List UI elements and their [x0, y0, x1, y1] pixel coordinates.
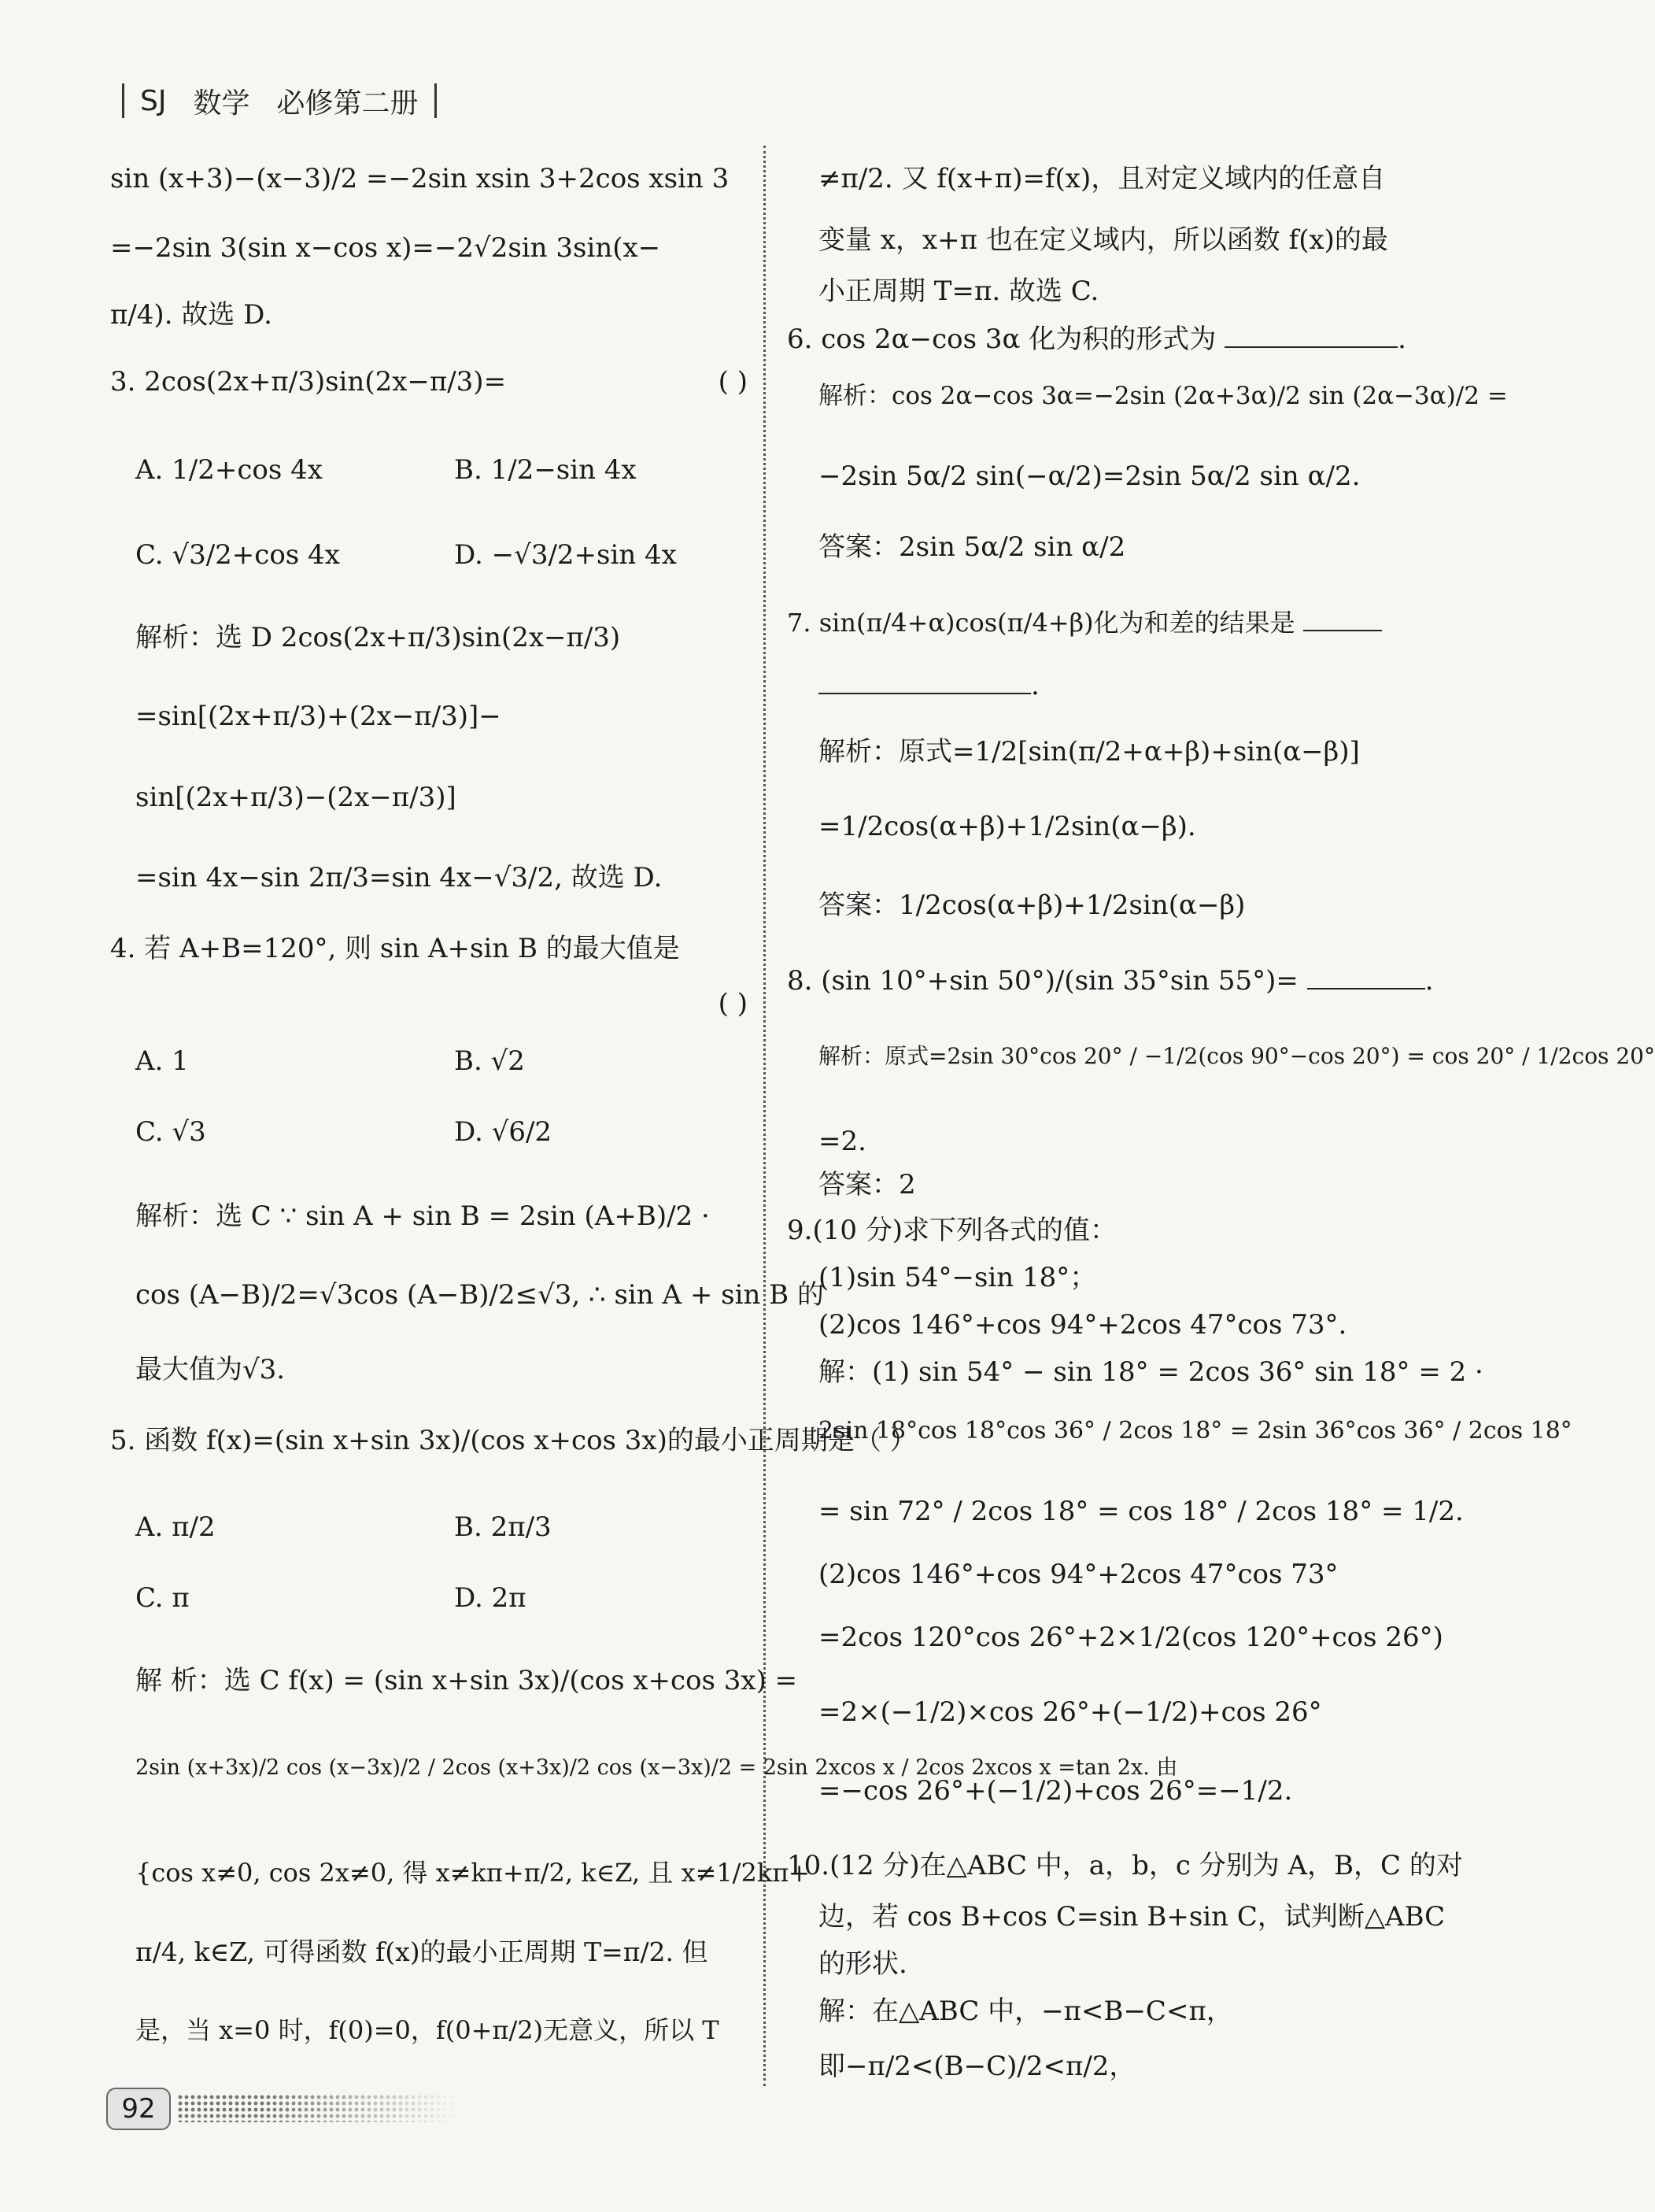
solution-line: 解析：原式=1/2[sin(π/2+α+β)+sin(α−β)] [818, 736, 1360, 768]
question-6-text: 6. cos 2α−cos 3α 化为积的形式为 [787, 324, 1217, 355]
answer-paren: ( ) [718, 366, 748, 398]
option-d: D. 2π [454, 1582, 526, 1614]
solution-line: =2. [818, 1126, 866, 1157]
solution-line: 解：(1) sin 54° − sin 18° = 2cos 36° sin 18° = 2 · [818, 1356, 1483, 1388]
text-line: sin (x+3)−(x−3)/2 =−2sin xsin 3+2cos xsin 3 [110, 163, 730, 194]
option-d: D. √6/2 [454, 1116, 552, 1148]
page-number: 92 [106, 2088, 171, 2130]
solution-line: 解析：选 C ∵ sin A + sin B = 2sin (A+B)/2 · [135, 1200, 710, 1232]
question-5: 5. 函数 f(x)=(sin x+sin 3x)/(cos x+cos 3x)的最小正周期是（ ） [110, 1425, 917, 1456]
solution-line: =−cos 26°+(−1/2)+cos 26°=−1/2. [818, 1775, 1293, 1807]
question-7-text: 7. sin(π/4+α)cos(π/4+β)化为和差的结果是 [787, 608, 1295, 638]
option-d: D. −√3/2+sin 4x [454, 539, 677, 571]
solution-line: = sin 72° / 2cos 18° = cos 18° / 2cos 18° = 1/2. [818, 1496, 1464, 1527]
question-10-line: 的形状. [818, 1948, 907, 1980]
solution-line: {cos x≠0, cos 2x≠0, 得 x≠kπ+π/2, k∈Z, 且 x≠1/2kπ+ [135, 1858, 811, 1888]
solution-line: =1/2cos(α+β)+1/2sin(α−β). [818, 811, 1196, 842]
option-b: B. 2π/3 [454, 1511, 552, 1543]
header-book: 必修第二册 [276, 87, 419, 120]
option-b: B. √2 [454, 1045, 525, 1077]
answer-paren: ( ) [718, 988, 748, 1019]
solution-line: =2×(−1/2)×cos 26°+(−1/2)+cos 26° [818, 1696, 1322, 1728]
solution-line: =sin 4x−sin 2π/3=sin 4x−√3/2, 故选 D. [135, 862, 663, 893]
solution-line: (2)cos 146°+cos 94°+2cos 47°cos 73° [818, 1559, 1339, 1590]
solution-line: 变量 x，x+π 也在定义域内，所以函数 f(x)的最 [818, 224, 1388, 256]
solution-line: −2sin 5α/2 sin(−α/2)=2sin 5α/2 sin α/2. [818, 461, 1361, 492]
solution-line: sin[(2x+π/3)−(2x−π/3)] [135, 782, 456, 813]
question-9-part-2: (2)cos 146°+cos 94°+2cos 47°cos 73°. [818, 1309, 1347, 1341]
answer-blank [1303, 606, 1382, 631]
option-a: A. 1/2+cos 4x [135, 454, 323, 486]
text-line: =−2sin 3(sin x−cos x)=−2√2sin 3sin(x− [110, 232, 661, 264]
question-7 [787, 606, 1440, 638]
answer-blank [1307, 964, 1425, 989]
answer-line: 答案：2 [818, 1169, 916, 1200]
question-3: 3. 2cos(2x+π/3)sin(2x−π/3)= [110, 366, 507, 398]
solution-line: 2sin (x+3x)/2 cos (x−3x)/2 / 2cos (x+3x)/2 cos (x−3x)/2 = 2sin 2xcos x / 2cos 2xcos x =tan 2x. 由 [135, 1755, 1178, 1780]
solution-line: π/4, k∈Z, 可得函数 f(x)的最小正周期 T=π/2. 但 [135, 1936, 708, 1967]
solution-line: 2sin 18°cos 18°cos 36° / 2cos 18° = 2sin 36°cos 36° / 2cos 18° [818, 1417, 1572, 1444]
answer-line: 答案：1/2cos(α+β)+1/2sin(α−β) [818, 890, 1246, 921]
solution-line: 解析：cos 2α−cos 3α=−2sin (2α+3α)/2 sin (2α−3α)/2 = [818, 382, 1508, 410]
header-subject: 数学 [193, 87, 250, 120]
answer-line: 答案：2sin 5α/2 sin α/2 [818, 531, 1126, 563]
solution-line: =sin[(2x+π/3)+(2x−π/3)]− [135, 701, 501, 732]
header-rule-left [122, 83, 124, 118]
solution-line: cos (A−B)/2=√3cos (A−B)/2≤√3, ∴ sin A + sin B 的 [135, 1279, 824, 1311]
header-rule-right [434, 83, 437, 118]
footer-dot-pattern [177, 2094, 460, 2122]
solution-line: 最大值为√3. [135, 1354, 286, 1385]
option-a: A. 1 [135, 1045, 189, 1077]
question-6: 6. cos 2α−cos 3α 化为积的形式为 . [787, 324, 1406, 355]
question-8-text: 8. (sin 10°+sin 50°)/(sin 35°sin 55°)= [787, 965, 1299, 997]
question-8: 8. (sin 10°+sin 50°)/(sin 35°sin 55°)= . [787, 965, 1434, 997]
answer-blank [818, 669, 1031, 694]
question-10-line: 边，若 cos B+cos C=sin B+sin C，试判断△ABC [818, 1901, 1446, 1933]
answer-blank [1225, 323, 1398, 348]
question-4: 4. 若 A+B=120°, 则 sin A+sin B 的最大值是 [110, 933, 680, 964]
solution-line: 是，当 x=0 时，f(0)=0，f(0+π/2)无意义，所以 T [135, 2015, 719, 2045]
solution-line: 即−π/2<(B−C)/2<π/2， [818, 2051, 1136, 2082]
solution-line: 解析：原式=2sin 30°cos 20° / −1/2(cos 90°−cos 20°) = cos 20° / 1/2cos 20° [818, 1043, 1655, 1069]
answer-blank-line: . [787, 669, 1440, 702]
solution-line: =2cos 120°cos 26°+2×1/2(cos 120°+cos 26°) [818, 1622, 1443, 1653]
column-divider [763, 146, 766, 2086]
solution-line: 小正周期 T=π. 故选 C. [818, 276, 1099, 307]
solution-line: ≠π/2. 又 f(x+π)=f(x)，且对定义域内的任意自 [818, 163, 1386, 194]
page-header [106, 79, 453, 123]
option-c: C. √3 [135, 1116, 206, 1148]
question-10: 10.(12 分)在△ABC 中，a，b，c 分别为 A，B，C 的对 [787, 1850, 1463, 1881]
text-line: π/4). 故选 D. [110, 299, 272, 331]
question-9-part-1: (1)sin 54°−sin 18°； [818, 1262, 1097, 1293]
header-series: SJ [140, 84, 167, 117]
solution-line: 解 析：选 C f(x) = (sin x+sin 3x)/(cos x+cos 3x) = [135, 1665, 798, 1696]
option-c: C. √3/2+cos 4x [135, 539, 340, 571]
solution-line: 解析：选 D 2cos(2x+π/3)sin(2x−π/3) [135, 622, 621, 653]
option-a: A. π/2 [135, 1511, 216, 1543]
option-b: B. 1/2−sin 4x [454, 454, 637, 486]
question-9: 9.(10 分)求下列各式的值： [787, 1215, 1117, 1246]
option-c: C. π [135, 1582, 190, 1614]
solution-line: 解：在△ABC 中，−π<B−C<π， [818, 1996, 1233, 2027]
